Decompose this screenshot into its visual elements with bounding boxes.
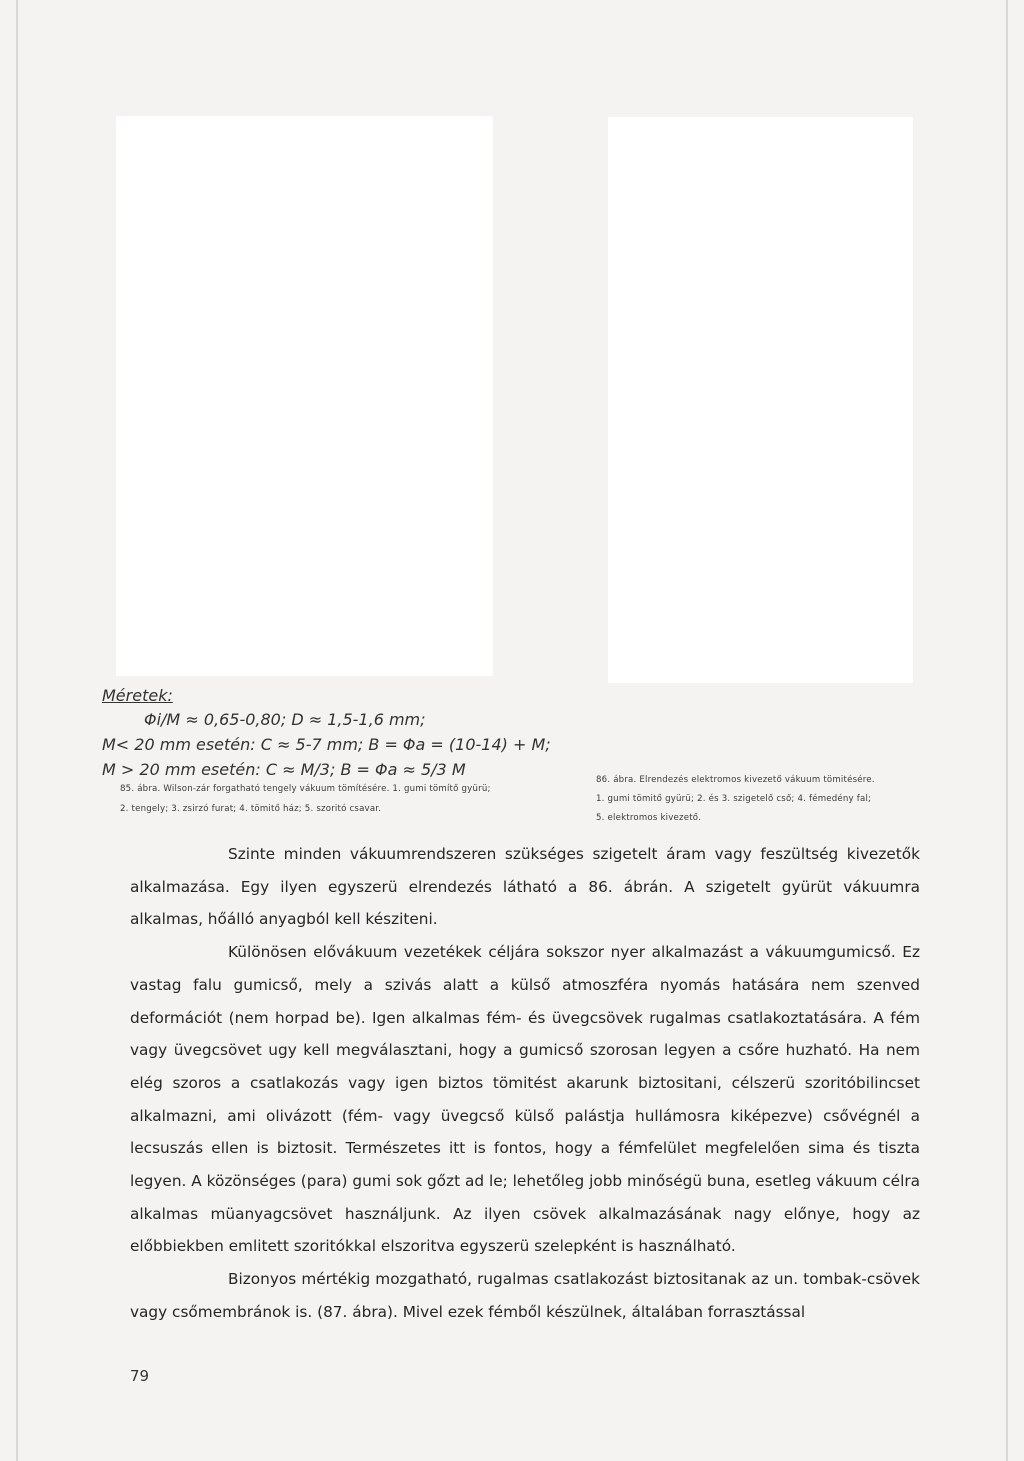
dimensions-line-2: M< 20 mm esetén: C ≈ 5-7 mm; B = Φa = (10-14) + M;	[102, 735, 551, 754]
page-edge-right	[1006, 0, 1008, 1461]
figure-86-image	[608, 117, 913, 683]
paragraph-1: Szinte minden vákuumrendszeren szükséges szigetelt áram vagy feszültség kivezetők alkalmazása. Egy ilyen egyszerü elrendezés látható a 86. ábrán. A szigetelt gyürüt vákuumra alkalmas, hőálló anyagból kell késziteni.	[130, 845, 920, 929]
dimensions-heading: Méretek:	[102, 686, 173, 705]
paragraph-3: Bizonyos mértékig mozgatható, rugalmas csatlakozást biztositanak az un. tombak-csövek vagy csőmembránok is. (87. ábra). Mivel ezek fémből készülnek, általában forrasztással	[130, 1270, 920, 1321]
page-edge-left	[16, 0, 18, 1461]
figure-86-caption-line-1: 86. ábra. Elrendezés elektromos kivezető vákuum tömitésére.	[596, 775, 875, 785]
dimensions-line-1: Φi/M ≈ 0,65-0,80; D ≈ 1,5-1,6 mm;	[144, 710, 426, 729]
dimensions-line-3: M > 20 mm esetén: C ≈ M/3; B = Φa ≈ 5/3 M	[102, 760, 466, 779]
figure-85-image	[116, 116, 493, 676]
figure-86-caption-line-3: 5. elektromos kivezető.	[596, 813, 702, 823]
figure-86-caption-line-2: 1. gumi tömitő gyürü; 2. és 3. szigetelő cső; 4. fémedény fal;	[596, 794, 872, 804]
figure-85-caption-line-1: 85. ábra. Wilson-zár forgatható tengely vákuum tömítésére. 1. gumi tömítő gyürü;	[120, 784, 491, 794]
body-text	[130, 838, 920, 1329]
paragraph-2: Különösen elővákuum vezetékek céljára sokszor nyer alkalmazást a vákuumgumicső. Ez vastag falu gumicső, mely a szivás alatt a külső atmoszféra nyomás hatására nem szenved deformációt (nem horpad be). Igen alkalmas fém- és üvegcsövek rugalmas csatlakoztatására. A fém vagy üvegcsövet ugy kell megválasztani, hogy a gumicső szorosan legyen a csőre huzható. Ha nem elég szoros a csatlakozás vagy igen biztos tömitést akarunk biztositani, célszerü szoritóbilincset alkalmazni, ami olivázott (fém- vagy üvegcső külső palástja hullámosra kiképezve) csővégnél a lecsuszás ellen is biztosit. Természetes itt is fontos, hogy a fémfelület megfelelően sima és tiszta legyen. A közönséges (para) gumi sok gőzt ad le; lehetőleg jobb minőségü buna, esetleg vákuum célra alkalmas müanyagcsövet használjunk. Az ilyen csövek alkalmazásának nagy előnye, hogy az előbbiekben emlitett szoritókkal elszoritva egyszerü szelepként is használható.	[130, 943, 920, 1256]
figure-85-caption-line-2: 2. tengely; 3. zsirzó furat; 4. tömitő ház; 5. szoritó csavar.	[120, 804, 382, 814]
page-number: 79	[130, 1367, 150, 1385]
